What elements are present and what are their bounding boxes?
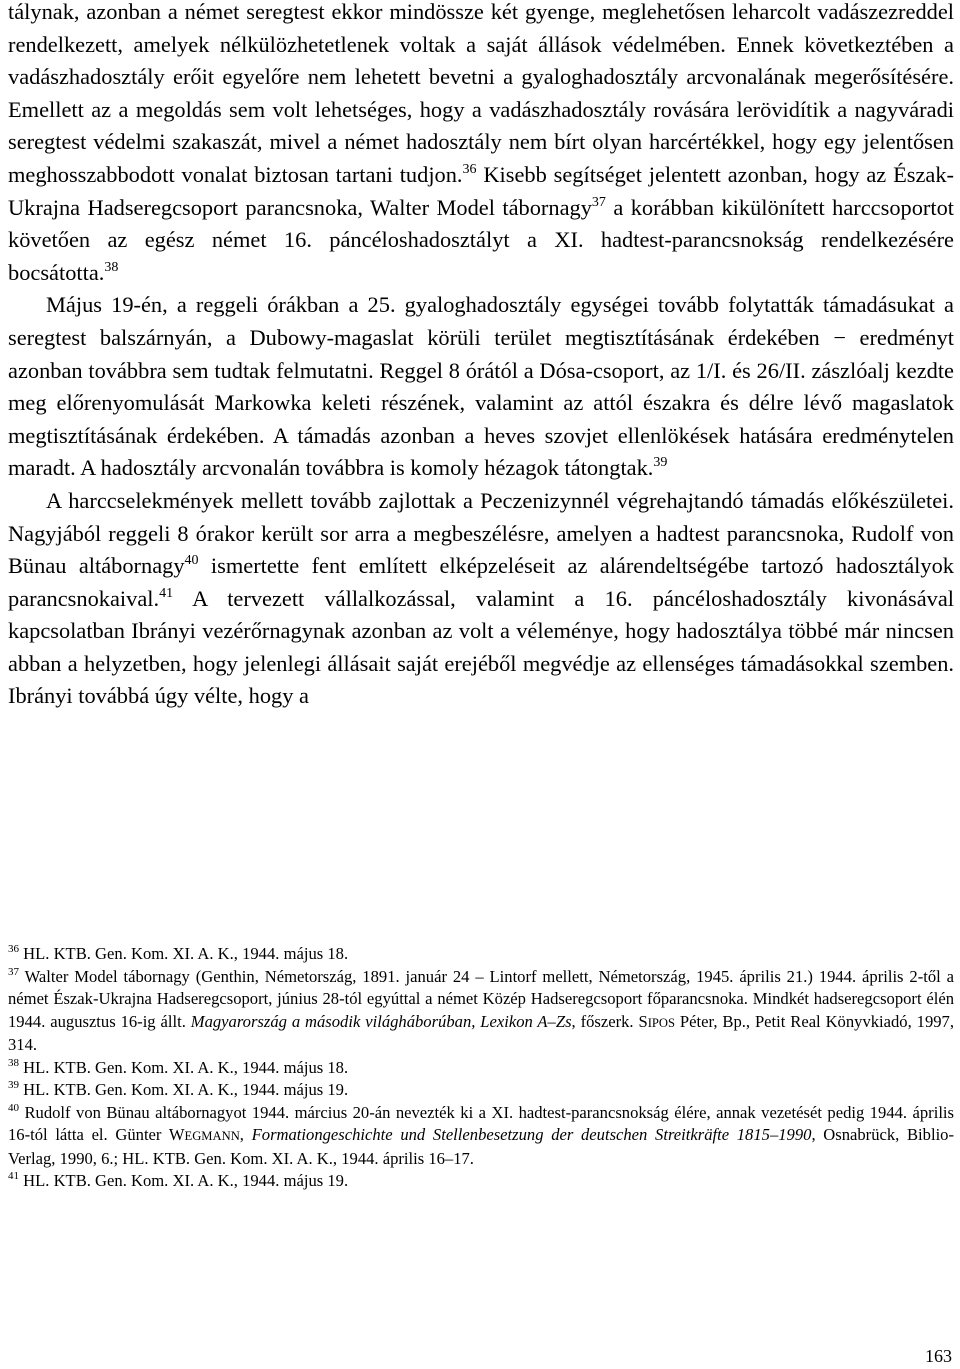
footnote: $^{40}$ Rudolf von Bünau altábornagyot 1944. március 20-án nevezték ki a XI. hadtest-parancsnokság élére, annak vezetését pedig 1944. április 16-tól látta el. Günter WEGMANN, Formationgeschichte und Stellenbesetzung der deutschen Streitkräfte 1815–1990, Osnabrück, Biblio-Verlag, 1990, 6.; HL. KTB. Gen. Kom. XI. A. K., 1944. április 16–17. bbox=[8, 1101, 955, 1168]
citation-title: Formationgeschichte und Stellenbesetzung der deutschen Streitkräfte 1815–1990 bbox=[251, 1125, 812, 1144]
page-number: 163 bbox=[925, 1346, 952, 1366]
footnotes bbox=[8, 943, 954, 1193]
author-initial: W bbox=[168, 1125, 185, 1144]
main-text bbox=[8, 0, 954, 713]
paragraph bbox=[8, 289, 954, 485]
footnote-text: Péter, Bp., Petit Real Könyvkiadó, 1997, 314. bbox=[8, 1011, 954, 1054]
citation-author bbox=[169, 1125, 240, 1144]
footnote-number: 40 bbox=[8, 1101, 19, 1114]
footnote-number: 39 bbox=[8, 1079, 19, 1091]
footnote-text: HL. KTB. Gen. Kom. XI. A. K., 1944. május 18. bbox=[23, 944, 349, 963]
footnote-text: Walter Model tábornagy (Genthin, Németország, 1891. január 24 – Lintorf mellett, Németország, 1945. április 21.) 1944. április 2-től a német Észak-Ukrajna Hadseregcsoport, június 28-tól egyúttal a német Közép Hadseregcsoport főparancsnoka. Mindkét hadseregcsoport élén 1944. augusztus 16-ig állt. bbox=[8, 966, 954, 1031]
footnote bbox=[8, 966, 954, 1057]
footnote-text: HL. KTB. Gen. Kom. XI. A. K., 1944. május 18. bbox=[23, 1057, 349, 1077]
author-rest: IPOS bbox=[647, 1015, 675, 1030]
footnote-ref: 41 bbox=[159, 585, 174, 601]
footnote-ref: 38 bbox=[104, 259, 119, 275]
citation-title: Magyarország a második világháborúban, Lexikon A–Zs bbox=[190, 1011, 572, 1031]
text-run: Május 19-én, a reggeli órákban a 25. gyaloghadosztály egységei tovább folytatták támadásukat a seregtest balszárnyán, a Dubowy-magaslat körüli terület megtisztításának érdekében − eredményt azonban továbbra sem tudtak felmutatni. Reggel 8 órától a Dósa-csoport, az 1/I. és 26/II. zászlóalj kezdte meg előrenyomulását Markowka keleti részének, valamint az attól északra és délre lévő magaslatok megtisztításának érdekében. A támadás azonban a heves szovjet ellenlökések hatására eredménytelen maradt. A hadosztály arcvonalán továbbra is komoly hézagok tátongtak. bbox=[8, 292, 954, 481]
author-rest: EGMANN bbox=[184, 1129, 240, 1143]
footnote-text: Rudolf von Bünau altábornagyot 1944. március 20-án nevezték ki a XI. hadtest-parancsnokság élére, annak vezetését pedig 1944. április 16-tól látta el. Günter bbox=[8, 1102, 954, 1144]
footnote-ref: 40 bbox=[184, 553, 199, 569]
footnote-ref: 39 bbox=[653, 455, 668, 471]
text-run: Kisebb segítséget jelentett azonban, hogy az Észak-Ukrajna Hadseregcsoport parancsnoka, Walter Model tábornagy bbox=[8, 161, 954, 220]
author-initial: S bbox=[638, 1011, 648, 1031]
footnote bbox=[8, 1170, 954, 1193]
footnote-number: 38 bbox=[8, 1056, 19, 1069]
paragraph bbox=[8, 0, 954, 289]
footnote-number: 41 bbox=[8, 1170, 19, 1182]
footnote-text: HL. KTB. Gen. Kom. XI. A. K., 1944. május 19. bbox=[23, 1171, 349, 1190]
footnote-ref: 36 bbox=[462, 161, 477, 177]
footnote-number: 37 bbox=[8, 965, 19, 978]
text-run: A harccselekmények mellett tovább zajlottak a Peczenizynnél végrehajtandó támadás előkészületei. Nagyjából reggeli 8 órakor került sor arra a megbeszélésre, amelyen a hadtest parancsnoka, Rudolf von Bünau altábornagy bbox=[8, 487, 954, 579]
footnote bbox=[8, 1057, 954, 1080]
footnote-ref: 37 bbox=[591, 194, 606, 210]
text-run: a korábban kikülönített harccsoportot követően az egész német 16. páncéloshadosztályt a XI. hadtest-parancsnokság rendelkezésére bocsátotta. bbox=[8, 194, 954, 285]
footnote bbox=[8, 943, 954, 966]
footnote-number: 36 bbox=[8, 943, 19, 955]
text-run: ismertette fent említett elképzeléseit az alárendeltségébe tartozó hadosztályok parancsnokaival. bbox=[8, 553, 954, 611]
text-run: A tervezett vállalkozással, valamint a 16. páncéloshadosztály kivonásával kapcsolatban Ibrányi vezérőrnagynak azonban az volt a véleménye, hogy hadosztálya többé már nincsen abban a helyzetben, hogy jelenlegi állásait saját erejéből megvédje az ellenséges támadásokkal szemben. Ibrányi továbbá úgy vélte, hogy a bbox=[8, 585, 954, 709]
citation-author bbox=[638, 1012, 675, 1031]
footnote-text: HL. KTB. Gen. Kom. XI. A. K., 1944. május 19. bbox=[23, 1080, 349, 1099]
footnote-text: , főszerk. bbox=[571, 1011, 634, 1031]
paragraph bbox=[8, 485, 954, 713]
footnote-text: , Osnabrück, Biblio-Verlag, 1990, 6.; HL. KTB. Gen. Kom. XI. A. K., 1944. április 16–17. bbox=[8, 1125, 955, 1168]
footnote bbox=[8, 1079, 954, 1102]
text-run: tálynak, azonban a német seregtest ekkor mindössze két gyenge, meglehetősen leharcolt vadászezreddel rendelkezett, amelyek nélkülözhetetlenek voltak a saját állások védelmében. Ennek következtében a vadászhadosztály erőit egyelőre nem lehetett bevetni a gyaloghadosztály arcvonalának megerősítésére. Emellett az a megoldás sem volt lehetséges, hogy a vadászhadosztály rovására lerövidítik a nagyváradi seregtest védelmi szakaszát, mivel a német hadosztály nem bírt olyan harcértékkel, hogy egy jelentősen meghosszabbodott vonalat biztosan tartani tudjon. bbox=[8, 0, 954, 187]
